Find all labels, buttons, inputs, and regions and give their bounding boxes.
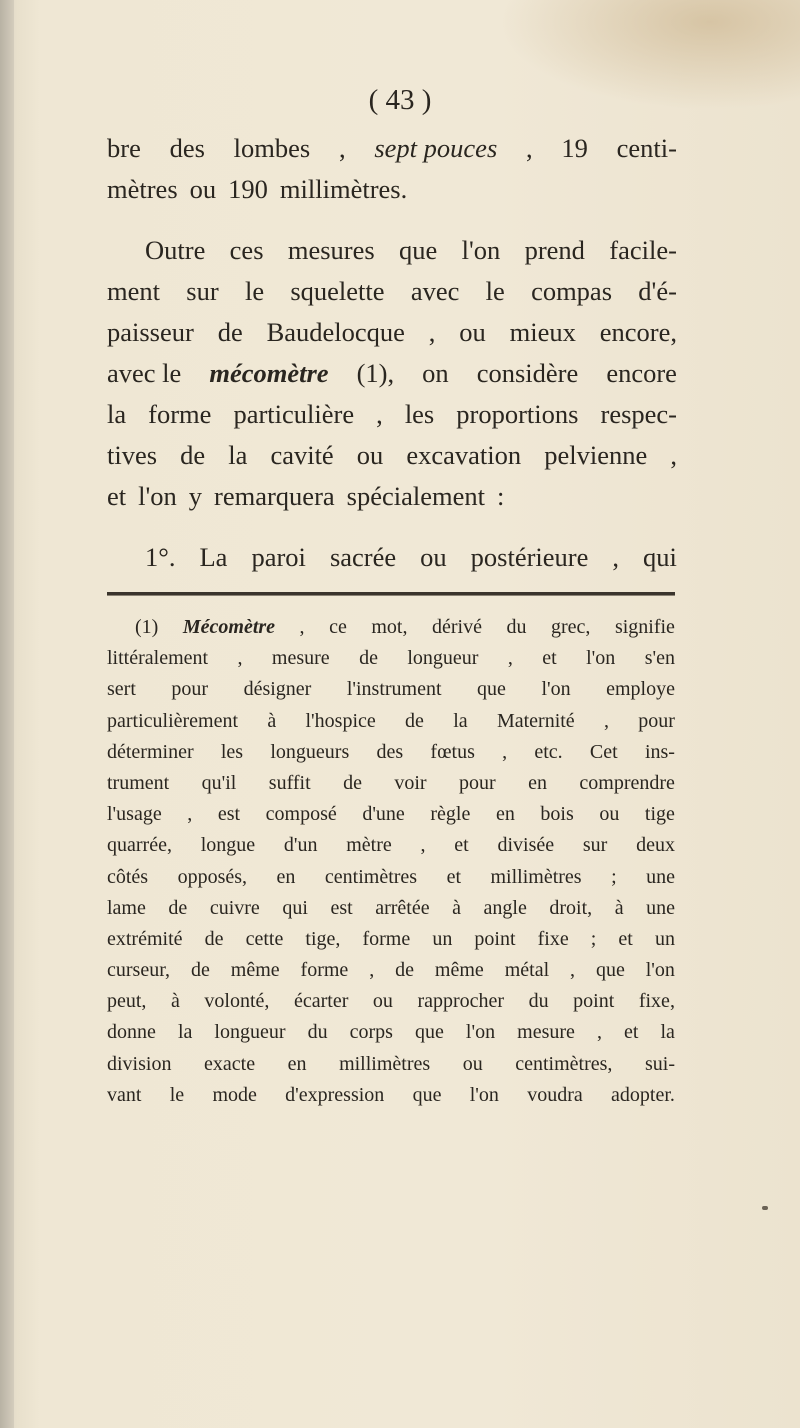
word: que [414,1021,444,1044]
word: prend [524,235,585,265]
word: de [359,647,378,670]
word: lame [107,896,146,919]
word: centimètres [324,865,418,888]
word: arrêtée [375,896,430,919]
word: , [507,647,513,670]
word: squelette [290,276,385,306]
footnote-line-2 [107,643,675,674]
word: vant [107,1083,142,1106]
word: ou [420,542,447,572]
word: comprendre [579,771,675,794]
footnote-divider [107,592,675,596]
word: dérivé [431,616,482,638]
footnote-line-6 [107,768,675,799]
word: cavité [270,440,334,470]
word: du [307,1021,328,1044]
word: une [646,896,675,919]
word: on [422,358,449,388]
main-line-10 [107,537,677,578]
emphasis-text: mécomètre [209,358,329,388]
word: etc. [534,740,563,763]
word: est [330,896,353,919]
footnote-ref: (1), [356,358,395,388]
word: particulièrement [107,709,239,732]
word: en [495,803,515,826]
word: d'expression [285,1083,385,1106]
word: compas [531,276,613,306]
word: le [485,276,505,306]
word: , [612,542,620,572]
word: écarter [293,990,349,1013]
word: de [343,771,362,794]
word: de [180,440,206,470]
word: d'un [283,834,318,857]
word: grec, [551,616,591,638]
word: du [506,616,527,638]
word: angle [483,896,527,919]
main-line-6 [107,353,677,394]
word: La [199,542,228,572]
word: longueurs [270,740,350,763]
word: bre [107,133,141,163]
word: que [412,1083,442,1106]
word: tige, [305,927,341,950]
word: donne [107,1021,156,1044]
footnote-line-4 [107,706,675,737]
word: quarrée, [107,834,172,857]
word: à [452,896,461,919]
word: pour [171,678,209,701]
word: ou [189,174,217,204]
word: opposés, [177,865,248,888]
word: l'on [465,1021,496,1044]
word: pelvienne [544,440,648,470]
word: spécialement [346,481,485,511]
word: encore, [599,317,677,347]
word: mot, [371,616,408,638]
word: la [107,399,127,429]
word: ce [329,616,347,638]
word: particulière [233,399,355,429]
main-line-9 [107,476,677,517]
word: ; [590,927,597,950]
footnote-line-16 [107,1080,675,1111]
word: mesures [287,235,375,265]
word: avec [410,276,460,306]
word: cette [245,927,284,950]
word: droit, [549,896,593,919]
word: , [596,1021,602,1044]
word: composé [265,803,337,826]
word: respec- [600,399,677,429]
word: et [446,865,461,888]
word: tives [107,440,158,470]
word: millimètres [490,865,582,888]
word: 1°. [145,542,176,572]
word: en [528,771,547,794]
word: l'hospice [305,709,376,732]
word: millimètres. [279,174,408,204]
word: que [477,678,506,701]
word: centi- [616,133,677,163]
word: mètres [107,174,178,204]
emphasis-text: Mécomètre [182,616,276,638]
word: de [204,927,224,950]
word: qui [282,896,308,919]
word: proportions [456,399,579,429]
word: un [654,927,675,950]
word: facile- [609,235,677,265]
word: fixe [537,927,569,950]
word: voir [394,771,427,794]
word: une [646,865,675,888]
word: la [660,1021,675,1044]
word: , [187,803,193,826]
word: longueur [214,1021,286,1044]
word: sur [582,834,608,857]
word: du [528,990,549,1013]
footnote-line-15 [107,1049,675,1080]
emphasis-text: sept pouces [374,133,498,163]
word: de [405,709,424,732]
word: qui [643,542,677,572]
word: en [287,1052,307,1075]
word: , [338,133,346,163]
word: centimètres, [515,1052,613,1075]
word: , [237,647,243,670]
word: 19 [561,133,588,163]
word: signifie [614,616,675,638]
word: un [432,927,453,950]
word: les [404,399,435,429]
word: de [395,959,415,982]
main-line-4 [107,271,677,312]
word: adopter. [611,1083,675,1106]
word: et [618,927,633,950]
footnote-line-9 [107,862,675,893]
word: des [169,133,205,163]
word: désigner [243,678,312,701]
word: ment [107,276,160,306]
word: postérieure [470,542,589,572]
word: deux [636,834,675,857]
word: lombes [233,133,311,163]
word: 190 [228,174,268,204]
footnote-line-3 [107,674,675,705]
word: mode [212,1083,257,1106]
footnote-line-11 [107,924,675,955]
word: corps [349,1021,393,1044]
word: la [177,1021,193,1044]
word: les [220,740,244,763]
word: fœtus [430,740,475,763]
word: ou [459,317,486,347]
word: déterminer [107,740,194,763]
word: à [267,709,277,732]
page-number: ( 43 ) [368,84,432,116]
footnote-line-1 [107,612,675,643]
word: ou [599,803,620,826]
word: ces [229,235,264,265]
word: la [228,440,248,470]
word: l'on [461,235,501,265]
footnote-line-14 [107,1017,675,1048]
word: volonté, [204,990,270,1013]
word: sert [107,678,136,701]
word: et [107,481,127,511]
word: forme [148,399,212,429]
word: , [369,959,375,982]
main-text [107,128,677,578]
word: forme [362,927,411,950]
word: ou [356,440,384,470]
word: le [244,276,265,306]
word: point [573,990,615,1013]
word: Baudelocque [266,317,405,347]
word: ou [462,1052,483,1075]
word: à [614,896,624,919]
main-line-3 [107,230,677,271]
word: l'usage [107,803,162,826]
page-binding-edge [0,0,14,1428]
word: même [230,959,280,982]
word: ; [611,865,617,888]
word: et [624,1021,639,1044]
word: que [595,959,625,982]
word: d'une [362,803,405,826]
word: en [276,865,296,888]
word: divisée [497,834,555,857]
word: l'on [469,1083,499,1106]
word: voudra [527,1083,583,1106]
word: pour [459,771,496,794]
word: : [496,481,505,511]
word: paroi [251,542,306,572]
word: cuivre [209,896,260,919]
word: , [376,399,383,429]
word: mieux [509,317,576,347]
word: longue [200,834,256,857]
word: l'on [541,678,571,701]
word: le [169,1083,185,1106]
word: , [502,740,508,763]
word: règle [430,803,471,826]
footnote-line-12 [107,955,675,986]
word: des [376,740,404,763]
word: s'en [644,647,675,670]
word: même [434,959,484,982]
word: est [217,803,241,826]
word: littéralement [107,647,209,670]
word: sur [186,276,219,306]
word: encore [606,358,677,388]
word: , [420,834,426,857]
word: extrémité [107,927,183,950]
word: de [168,896,188,919]
word: de [190,959,210,982]
word: mètre [346,834,392,857]
word: la [453,709,468,732]
word: exacte [204,1052,256,1075]
word: ins- [644,740,675,763]
word: trument [107,771,170,794]
word: pour [638,709,675,732]
word: , [570,959,576,982]
word: , [603,709,609,732]
word: d'é- [638,276,677,306]
word: fixe, [638,990,675,1013]
word: , [526,133,533,163]
word: ou [372,990,393,1013]
word: tige [644,803,675,826]
word: y [188,481,203,511]
word: l'instrument [346,678,442,701]
footnote-line-8 [107,830,675,861]
word: employe [606,678,675,701]
main-line-5 [107,312,677,353]
main-line-2 [107,169,677,210]
word: , [299,616,305,638]
word: avec le [107,358,182,388]
word: paisseur [107,317,194,347]
word: côtés [107,865,149,888]
word: suffit [268,771,311,794]
word: division [107,1052,172,1075]
word: l'on [138,481,177,511]
footnote-line-5 [107,737,675,768]
word: point [474,927,516,950]
word: peut, [107,990,147,1013]
word: mesure [271,647,330,670]
footnote [107,612,675,1111]
main-line-8 [107,435,677,476]
word: sui- [644,1052,675,1075]
word: considère [476,358,579,388]
word: Cet [589,740,618,763]
word: et [454,834,469,857]
ink-speck [762,1206,768,1210]
footnote-line-13 [107,986,675,1017]
word: que [399,235,438,265]
word: rapprocher [417,990,505,1013]
word: Maternité [496,709,575,732]
word: longueur [407,647,479,670]
word: l'on [586,647,616,670]
word: bois [540,803,574,826]
word: excavation [406,440,522,470]
main-line-1 [107,128,677,169]
word: millimètres [339,1052,431,1075]
word: mesure [517,1021,575,1044]
word: qu'il [201,771,237,794]
main-line-7 [107,394,677,435]
footnote-line-10 [107,893,675,924]
word: et [542,647,557,670]
word: à [170,990,180,1013]
word: l'on [645,959,675,982]
word: , [428,317,436,347]
word: curseur, [107,959,171,982]
word: forme [300,959,349,982]
word: sacrée [329,542,397,572]
word: , [670,440,677,470]
word: métal [504,959,550,982]
word: (1) [135,616,159,638]
word: de [217,317,243,347]
word: remarquera [214,481,335,511]
footnote-line-7 [107,799,675,830]
word: Outre [145,235,206,265]
